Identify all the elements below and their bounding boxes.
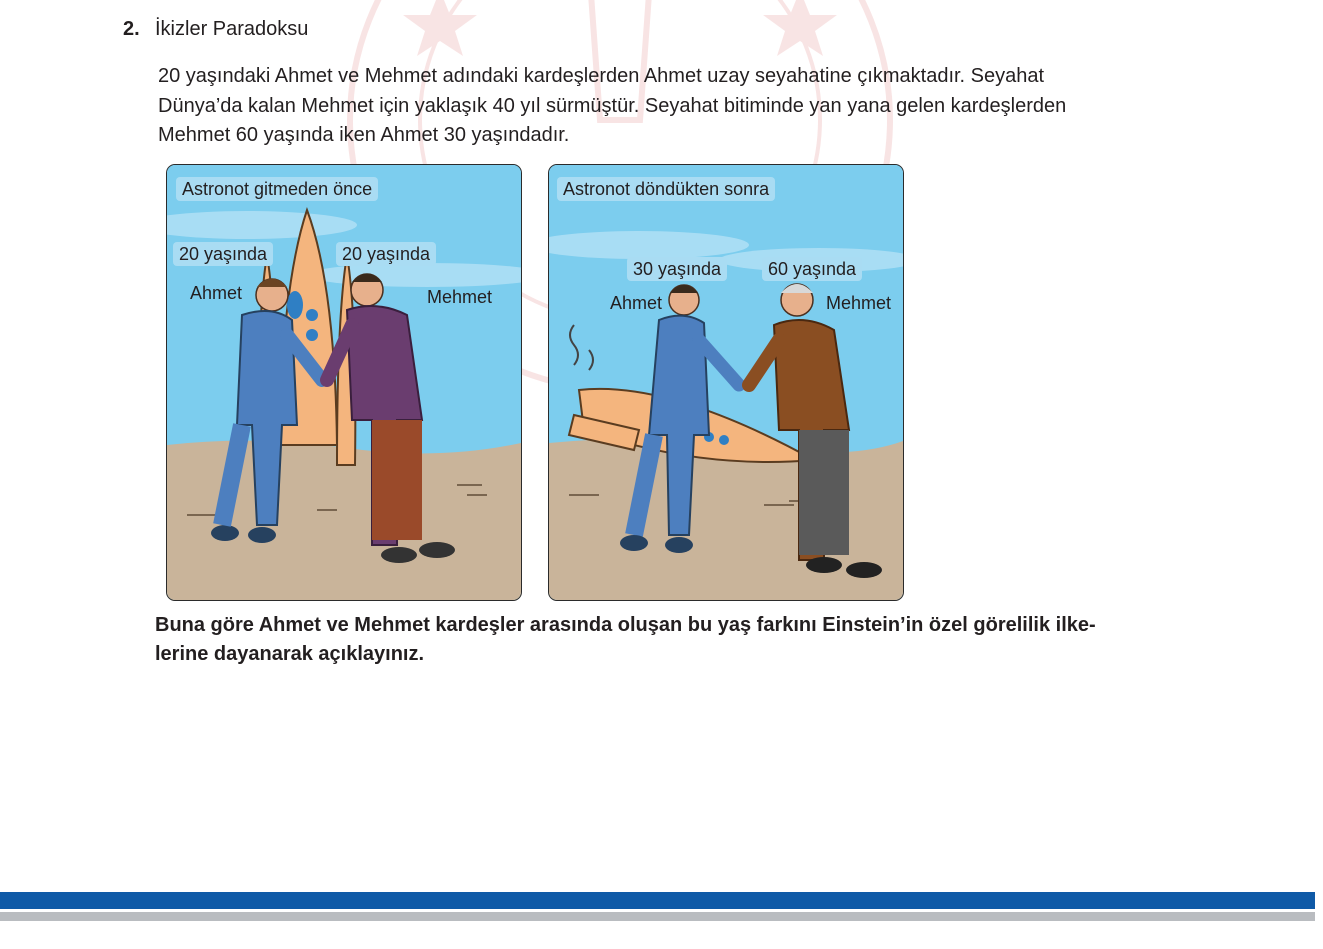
- prompt-line: Buna göre Ahmet ve Mehmet kardeşler arasında oluşan bu yaş farkını Einstein’in özel görelilik ilke-: [155, 614, 1096, 636]
- panel-caption: Astronot gitmeden önce: [176, 177, 378, 201]
- intro-line: Dünya’da kalan Mehmet için yaklaşık 40 yıl sürmüştür. Seyahat bitiminde yan yana gelen kardeşlerden: [158, 94, 1067, 117]
- panel-before: [166, 164, 522, 601]
- age-label-left: 20 yaşında: [173, 242, 273, 266]
- prompt-line: lerine dayanarak açıklayınız.: [155, 643, 425, 665]
- name-label-right: Mehmet: [826, 293, 892, 313]
- question-title: İkizler Paradoksu: [155, 18, 309, 40]
- age-label-right: 20 yaşında: [336, 242, 436, 266]
- name-label-left: Ahmet: [610, 293, 663, 313]
- name-label-right: Mehmet: [427, 287, 493, 307]
- panel-after: [548, 164, 904, 601]
- intro-line: 20 yaşındaki Ahmet ve Mehmet adındaki kardeşlerden Ahmet uzay seyahatine çıkmaktadır. Seyahat: [158, 65, 1045, 87]
- name-label-left: Ahmet: [190, 283, 243, 303]
- question-prompt: [155, 611, 1215, 669]
- illustration-before: [167, 165, 521, 600]
- intro-line: Mehmet 60 yaşında iken Ahmet 30 yaşındadır.: [158, 124, 570, 146]
- question-intro: [158, 62, 1188, 151]
- question-number: 2.: [123, 18, 140, 40]
- age-label-right: 60 yaşında: [762, 257, 862, 281]
- age-label-left: 30 yaşında: [627, 257, 727, 281]
- footer-bar-blue: [0, 892, 1315, 909]
- illustration-after: [549, 165, 903, 600]
- footer-bar-gray: [0, 912, 1315, 921]
- panel-caption: Astronot döndükten sonra: [557, 177, 775, 201]
